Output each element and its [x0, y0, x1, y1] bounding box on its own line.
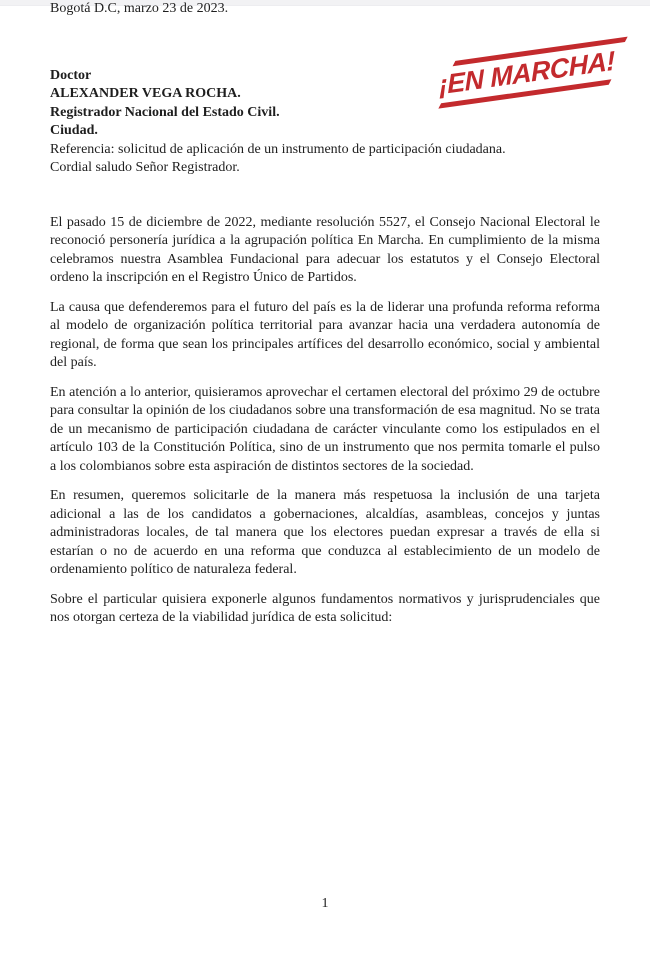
logo-text: ¡EN MARCHA! — [438, 45, 616, 101]
recipient-role: Registrador Nacional del Estado Civil. — [50, 104, 280, 120]
letter-body — [50, 0, 600, 628]
body-paragraph-5: Sobre el particular quisiera exponerle algunos fundamentos normativos y jurisprudenciales que nos otorgan certeza de la viabilidad jurídica de esta solicitud: — [50, 591, 600, 625]
page-number: 1 — [321, 896, 329, 911]
body-paragraph-1: El pasado 15 de diciembre de 2022, mediante resolución 5527, el Consejo Nacional Electoral le reconoció personería jurídica a la agrupación política En Marcha. En cumplimiento de la misma celebramos nuestra Asamblea Fundacional para adecuar los estatutos y el Consejo Electoral ordeno la inscripción en el Registro Único de Partidos. — [50, 214, 600, 285]
recipient-city: Ciudad. — [50, 123, 98, 138]
body-paragraph-2: La causa que defenderemos para el futuro del país es la de liderar una profunda reforma reforma al modelo de organización política territorial para avanzar hacia una verdadera autonomía de regional, de forma que sean los principales artífices del desarrollo económico, social y ambiental del país. — [50, 299, 600, 370]
recipient-title: Doctor — [50, 67, 92, 83]
body-paragraph-4: En resumen, queremos solicitarle de la manera más respetuosa la inclusión de una tarjeta adicional a las de los candidatos a gobernaciones, alcaldías, asambleas, concejos y juntas administradoras locales, de tal manera que los electores puedan expresar a través de ella si estarían o no de acuerdo en una reforma que conduzca al establecimiento de un modelo de ordenamiento político de naturaleza federal. — [50, 488, 600, 577]
recipient-block — [50, 67, 600, 141]
reference-line: Referencia: solicitud de aplicación de un instrumento de participación ciudadana. — [50, 141, 506, 157]
greeting-line: Cordial saludo Señor Registrador. — [50, 160, 240, 175]
body-paragraph-3: En atención a lo anterior, quisieramos aprovechar el certamen electoral del próximo 29 de octubre para consultar la opinión de los ciudadanos sobre una transformación de esa magnitud. No se trata de un mecanismo de participación ciudadana de carácter vinculante como los estipulados en el artículo 103 de la Constitución Política, sino de un instrumento que nos permita tomarle el pulso a los colombianos sobre esta aspiración de distintos sectores de la sociedad. — [50, 384, 600, 474]
date-line: Bogotá D.C, marzo 23 de 2023. — [50, 1, 229, 16]
recipient-name: ALEXANDER VEGA ROCHA. — [50, 86, 241, 101]
